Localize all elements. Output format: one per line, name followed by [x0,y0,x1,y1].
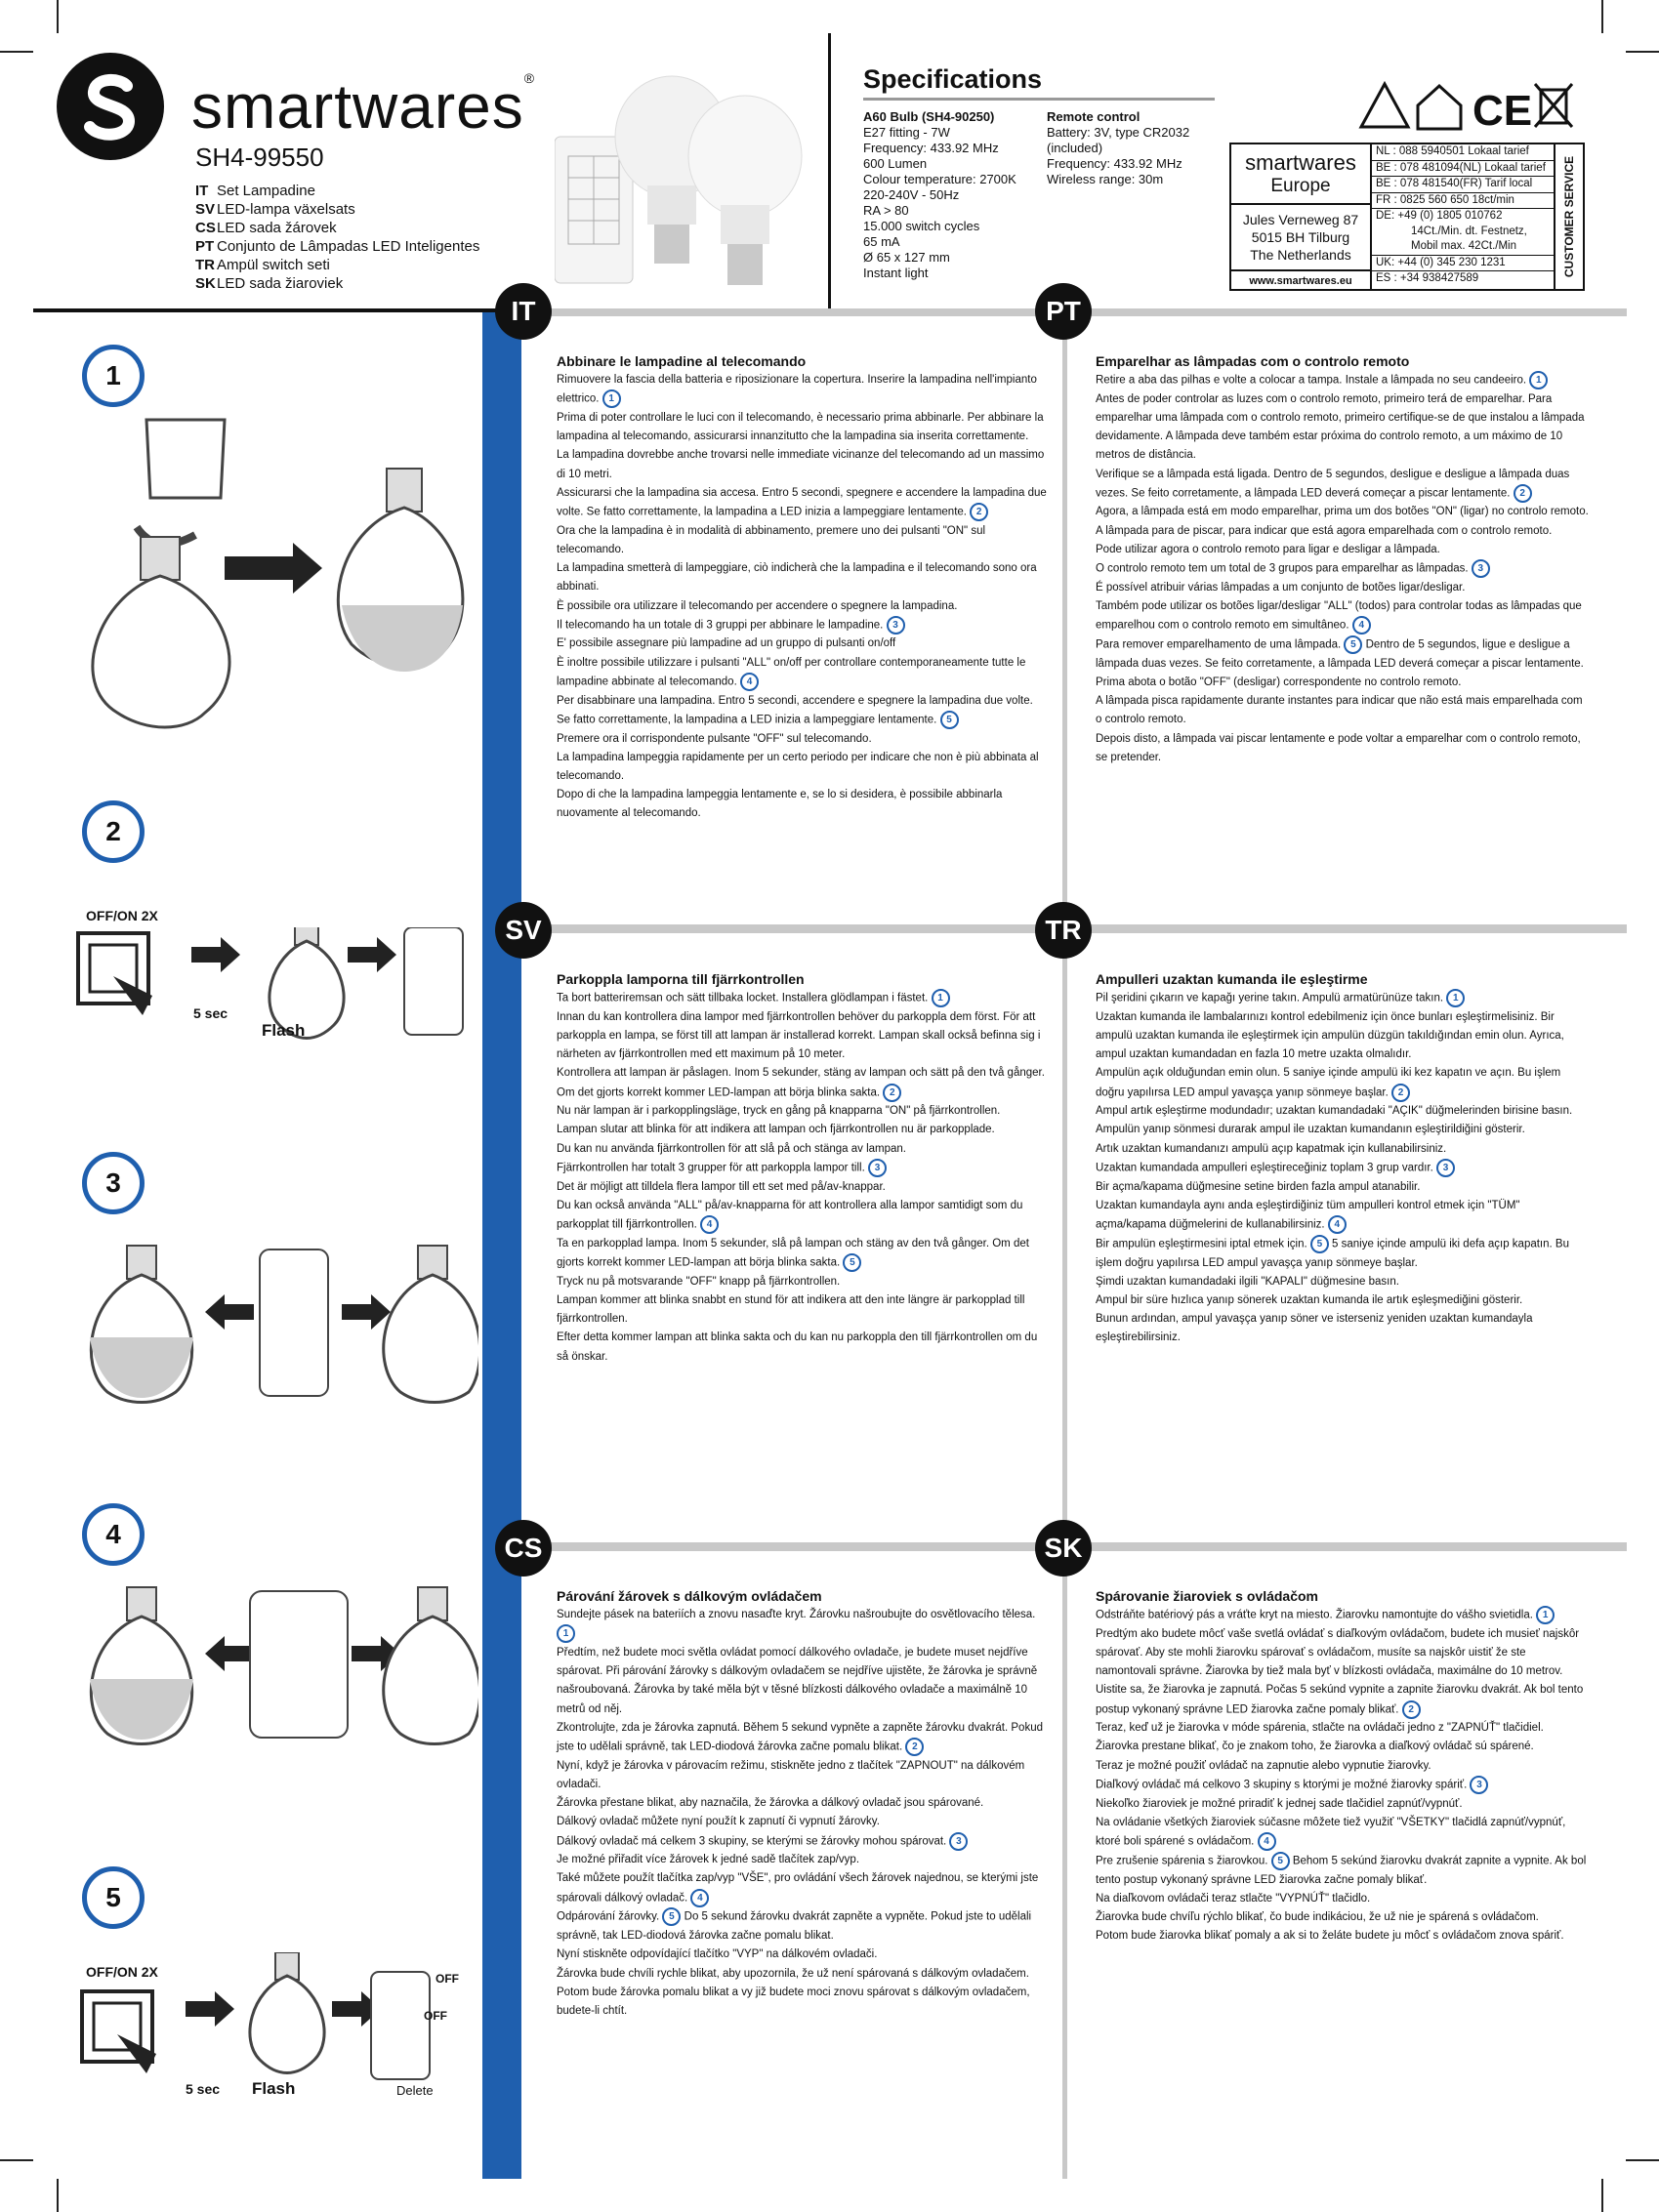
paragraph: È inoltre possibile utilizzare i pulsanti "ALL" on/off per controllare contemporaneamente tutte le lampadine abbinate al telecomando. 4 [557,654,1050,692]
paragraph: Ampulün açık olduğundan emin olun. 5 saniye içinde ampulü iki kez kapatın ve açın. Bu işlem doğru yapılırsa LED ampul yavaşça yanıp sönmeye başlar. 2 [1096,1064,1589,1102]
customer-service-label: CUSTOMER SERVICE [1554,144,1583,289]
model-number: SH4-99550 [195,143,324,172]
off-label: OFF [424,2009,447,2023]
paragraph: Dálkový ovladač můžete nyní použít k zapnutí či vypnutí žárovky. [557,1816,880,1828]
section-title-it: Abbinare le lampadine al telecomando [557,353,807,369]
paragraph: Verifique se a lâmpada está ligada. Dentro de 5 segundos, desligue e desligue a lâmpada duas vezes. Se feito corretamente, a lâmpada LED deverá começar a piscar lentamente. 2 [1096,466,1589,504]
paragraph: Diaľkový ovládač má celkovo 3 skupiny s ktorými je možné žiarovky spáriť. 3 [1096,1776,1589,1795]
paragraph: Ampul artık eşleştirme modundadır; uzaktan kumandadaki "AÇIK" düğmelerinden birisine basın. [1096,1105,1573,1118]
paragraph: Odstráňte batériový pás a vráťte kryt na miesto. Žiarovku namontujte do vášho svietidla. 1 [1096,1606,1589,1625]
paragraph: Nu när lampan är i parkopplingsläge, tryck en gång på knapparna "ON" på fjärrkontrollen. [557,1105,1001,1118]
paragraph: Também pode utilizar os botões ligar/desligar "ALL" (todos) para controlar todas as lâmpadas que emparelhou com o controlo remoto em simultâneo. 4 [1096,597,1589,635]
brand-name: smartwares® [191,70,536,142]
specs-rule [863,98,1215,101]
step-ref-icon: 1 [1536,1606,1555,1624]
paragraph: Pre zrušenie spárenia s žiarovkou. 5 Behom 5 sekúnd žiarovku dvakrát zapnite a vypnite. Ak bol tento postup vykonaný správne LED žiarovka začne pomaly blikať. [1096,1852,1589,1890]
step-ref-icon: 5 [843,1253,861,1272]
svg-text:CE: CE [1472,87,1533,133]
paragraph: Efter detta kommer lampan att blinka sakta och du kan nu parkoppla den till fjärrkontrollen om du så önskar. [557,1331,1038,1363]
step-ref-icon: 3 [1472,559,1490,578]
paragraph: Na ovládanie všetkých žiaroviek súčasne môžete tiež využiť "VŠETKY" tlačidlá zapnúť/vypnúť, ktoré boli spárené s ovládačom. 4 [1096,1814,1589,1852]
lang-badge-pt: PT [1035,283,1092,340]
step-ref-icon: 1 [557,1624,575,1643]
section-title-tr: Ampulleri uzaktan kumanda ile eşleştirme [1096,971,1368,987]
step-ref-icon: 2 [1514,484,1532,503]
step-ref-icon: 1 [1529,371,1548,389]
paragraph: Antes de poder controlar as luzes com o controlo remoto, primeiro terá de emparelhar. Para emparelhar uma lâmpada com o controlo remoto, primeiro certifique-se de que instalou a lâmpada devidamente. A lâmpada deve também estar próxima do controlo remoto, a um máximo de 10 metros de distância. [1096,392,1585,462]
language-item: PT Conjunto de Lâmpadas LED Inteligentes [195,238,480,255]
paragraph: Agora, a lâmpada está em modo emparelhar, prima um dos botões "ON" (ligar) no controlo remoto. [1096,506,1589,518]
step-ref-icon: 2 [905,1738,924,1756]
off-label: OFF [435,1972,459,1986]
paragraph: Fjärrkontrollen har totalt 3 grupper för att parkoppla lampor till. 3 [557,1159,1050,1178]
step-ref-icon: 2 [1402,1700,1421,1719]
crop-mark [1601,0,1603,33]
section-body-pt [1096,371,1589,767]
paragraph: Odpárování žárovky. 5 Do 5 sekund žárovku dvakrát zapněte a vypněte. Pokud jste to udělali správně, tak LED-diodová žárovka začne pomalu blikat. [557,1907,1050,1946]
flash-label: Flash [262,1021,306,1040]
step-3-badge: 3 [82,1152,145,1214]
paragraph: O controlo remoto tem um total de 3 grupos para emparelhar as lâmpadas. 3 [1096,559,1589,579]
remote-specs: Remote control Battery: 3V, type CR2032 (included) Frequency: 433.92 MHz Wireless range: 30m [1047,109,1190,186]
step-ref-icon: 4 [1352,616,1371,635]
seconds-label: 5 sec [193,1005,228,1021]
step-ref-icon: 4 [740,673,759,691]
paragraph: Ampulün yanıp sönmesi durarak ampul ile uzaktan kumandanın eşleştirildiğini gösterir. [1096,1124,1525,1136]
paragraph: Lampan kommer att blinka snabbt en stund för att indikera att den inte längre är parkopplad till fjärrkontrollen. [557,1293,1025,1326]
paragraph: Je možné přiřadit více žárovek k jedné sadě tlačítek zap/vyp. [557,1854,860,1866]
paragraph: Para remover emparelhamento de uma lâmpada. 5 Dentro de 5 segundos, ligue e desligue a lâmpada duas vezes. Se feito corretamente, a lâmpada LED deverá começar a piscar lentamente. [1096,635,1589,674]
switch-label: OFF/ON 2X [86,1964,158,1980]
crop-mark [0,2159,33,2161]
paragraph: Bunun ardından, ampul yavaşça yanıp söner ve isterseniz yeniden uzaktan kumandayla eşleştirebilirsiniz. [1096,1313,1533,1344]
crop-mark [1626,2159,1659,2161]
paragraph: Premere ora il corrispondente pulsante "OFF" sul telecomando. [557,732,872,745]
paragraph: Uzaktan kumandada ampulleri eşleştireceğiniz toplam 3 grup vardır. 3 [1096,1159,1589,1178]
section-body-tr [1096,989,1589,1348]
paragraph: Ta bort batteriremsan och sätt tillbaka locket. Installera glödlampan i fästet. 1 [557,989,1050,1008]
paragraph: Pil şeridini çıkarın ve kapağı yerine takın. Ampulü armatürünüze takın. 1 [1096,989,1589,1008]
paragraph: A lâmpada pisca rapidamente durante instantes para indicar que não está mais emparelhada com o controlo remoto. [1096,695,1583,726]
paragraph: Niekoľko žiaroviek je možné priradiť k jednej sade tlačidiel zapnúť/vypnúť. [1096,1797,1463,1810]
customer-service-address: smartwares Europe Jules Verneweg 87 5015 BH Tilburg The Netherlands www.smartwares.eu [1231,144,1372,289]
step-ref-icon: 5 [1310,1235,1329,1253]
section-title-sk: Spárovanie žiaroviek s ovládačom [1096,1588,1318,1604]
step-ref-icon: 4 [1258,1832,1276,1851]
section-title-pt: Emparelhar as lâmpadas com o controlo remoto [1096,353,1410,369]
paragraph: Předtím, než budete moci světla ovládat pomocí dálkového ovladače, je budete muset nejdříve spárovat. Při párování žárovky s dálkovým ovladačem se nejdříve ujistěte, že žárovka je správně našroubovaná. Žárovka by také měla být v těsné blízkosti dálkového ovladače a maximálně 10 metrů od něj. [557,1646,1038,1715]
step-4-illustration [68,1581,478,1757]
paragraph: A lâmpada para de piscar, para indicar que está agora emparelhada com o controlo remoto. [1096,524,1553,537]
paragraph: Kontrollera att lampan är påslagen. Inom 5 sekunder, stäng av lampan och sätt på den två gånger. Om det gjorts korrekt kommer LED-lampan att börja blinka sakta. 2 [557,1064,1050,1102]
seconds-label: 5 sec [186,2081,221,2097]
paragraph: Lampan slutar att blinka för att indikera att lampan och fjärrkontrollen nu är parkopplade. [557,1124,995,1136]
paragraph: Na diaľkovom ovládači teraz stlačte "VYPNÚŤ" tlačidlo. [1096,1892,1371,1905]
paragraph: La lampadina dovrebbe anche trovarsi nelle immediate vicinanze del telecomando ad un massimo di 10 metri. [557,449,1045,480]
paragraph: Prima abota o botão "OFF" (desligar) correspondente no controlo remoto. [1096,676,1462,688]
paragraph: Prima di poter controllare le luci con il telecomando, è necessario prima abbinarle. Per abbinare la lampadina al telecomando, assicurarsi innanzitutto che la lampadina sia inserita correttamente. [557,411,1044,443]
paragraph: La lampadina lampeggia rapidamente per un certo periodo per indicare che non è più abbinata al telecomando. [557,751,1039,782]
bulb-specs: A60 Bulb (SH4-90250) E27 fitting - 7W Frequency: 433.92 MHz 600 Lumen Colour temperature: 2700K 220-240V - 50Hz RA > 80 15.000 switch cycles 65 mA Ø 65 x 127 mm Instant light [863,109,1016,280]
step-5-illustration [74,1952,484,2089]
paragraph: Žiarovka prestane blikať, čo je znakom toho, že žiarovka a diaľkový ovládač sú spárené. [1096,1741,1534,1753]
section-body-cs [557,1606,1050,2021]
language-item: SKLED sada žiaroviek [195,275,344,292]
section-body-it [557,371,1050,824]
step-2-badge: 2 [82,800,145,863]
paragraph: Rimuovere la fascia della batteria e riposizionare la copertura. Inserire la lampadina nell'impianto elettrico. 1 [557,371,1050,409]
section-title-cs: Párování žárovek s dálkovým ovládačem [557,1588,822,1604]
step-ref-icon: 3 [1470,1776,1488,1794]
customer-service-box [1229,143,1585,291]
paragraph: Potom bude žárovka pomalu blikat a vy již budete moci znovu spárovat s dálkovým ovladačem, budete-li chtít. [557,1986,1030,2017]
language-list [195,182,479,293]
paragraph: Potom bude žiarovka blikať pomaly a ak si to želáte budete ju môcť s ovládačom znova spáriť. [1096,1930,1564,1943]
paragraph: Assicurarsi che la lampadina sia accesa. Entro 5 secondi, spegnere e accendere la lampadina due volte. Se fatto correttamente, la lampadina a LED inizia a lampeggiare lentamente. 2 [557,484,1050,522]
paragraph: Teraz, keď už je žiarovka v móde spárenia, stlačte na ovládači jedno z "ZAPNÚŤ" tlačidiel. [1096,1722,1544,1735]
specs-title: Specifications [863,64,1043,94]
paragraph: Predtým ako budete môcť vaše svetlá ovládať s diaľkovým ovládačom, budete ich musieť najskôr spárovať. Aby ste mohli žiarovku spárovať s ovládačom, musíte sa najskôr uistiť že ste namontovali správne. Žiarovka by tiež mala byť v blízkosti ovládača, maximálne do 10 metrov. [1096,1627,1580,1678]
paragraph: Sundejte pásek na bateriích a znovu nasaďte kryt. Žárovku našroubujte do osvětlovacího tělesa. 1 [557,1606,1050,1644]
paragraph: È possibile ora utilizzare il telecomando per accendere o spegnere la lampadina. [557,599,958,612]
crop-mark [1601,2179,1603,2212]
paragraph: Dálkový ovladač má celkem 3 skupiny, se kterými se žárovky mohou spárovat. 3 [557,1832,1050,1852]
paragraph: Dopo di che la lampadina lampeggia lentamente e, se lo si desidera, è possibile abbinarla nuovamente al telecomando. [557,789,1003,820]
crop-mark [57,2179,59,2212]
delete-label: Delete [396,2083,434,2098]
product-image [555,59,809,303]
grey-divider [1062,312,1067,2179]
paragraph: Artık uzaktan kumandanızı ampulü açıp kapatmak için kullanabilirsiniz. [1096,1142,1447,1155]
language-item: CSLED sada žárovek [195,220,337,236]
paragraph: Žárovka přestane blikat, aby naznačila, že žárovka a dálkový ovladač jsou spárované. [557,1797,984,1810]
paragraph: Uistite sa, že žiarovka je zapnutá. Počas 5 sekúnd vypnite a zapnite žiarovku dvakrát. Ak bol tento postup vykonaný správne LED žiarovka začne pomaly blikať. 2 [1096,1681,1589,1719]
step-ref-icon: 4 [690,1889,709,1907]
header-divider [828,33,831,308]
paragraph: Nyní, když je žárovka v párovacím režimu, stiskněte jedno z tlačítek "ZAPNOUT" na dálkovém ovladači. [557,1759,1025,1790]
lang-badge-sv: SV [495,902,552,959]
step-1-badge: 1 [82,345,145,407]
paragraph: Ampul bir süre hızlıca yanıp sönerek uzaktan kumanda ile artık eşleşmediğini gösterir. [1096,1293,1523,1306]
paragraph: E' possibile assegnare più lampadine ad un gruppo di pulsanti on/off [557,637,896,650]
section-body-sv [557,989,1050,1367]
paragraph: Il telecomando ha un totale di 3 gruppi per abbinare le lampadine. 3 [557,616,1050,635]
paragraph: É possível atribuir várias lâmpadas a um conjunto de botões ligar/desligar. [1096,581,1466,594]
brand-logo-icon [57,53,164,160]
step-ref-icon: 1 [602,389,621,408]
section-body-sk [1096,1606,1589,1946]
flash-label: Flash [252,2079,296,2098]
paragraph: Také můžete použít tlačítka zap/vyp "VŠE", pro ovládání všech žárovek najednou, se kterými jste spárovali dálkový ovladač. 4 [557,1869,1050,1907]
switch-label: OFF/ON 2X [86,908,158,923]
section-title-sv: Parkoppla lamporna till fjärrkontrollen [557,971,805,987]
step-ref-icon: 5 [1344,635,1362,654]
certification-icons [1357,76,1582,133]
paragraph: Per disabbinare una lampadina. Entro 5 secondi, accendere e spegnere la lampadina due volte. Se fatto correttamente, la lampadina a LED inizia a lampeggiare lentamente. 5 [557,692,1050,730]
paragraph: Bir ampulün eşleştirmesini iptal etmek için. 5 5 saniye içinde ampulü iki defa açıp kapatın. Bu işlem doğru yapılırsa LED ampul yavaşça yanıp sönmeye başlar. [1096,1235,1589,1273]
step-ref-icon: 5 [1271,1852,1290,1870]
language-item: IT Set Lampadine [195,183,315,199]
step-ref-icon: 1 [1446,989,1465,1007]
lang-badge-tr: TR [1035,902,1092,959]
paragraph: Şimdi uzaktan kumandadaki ilgili "KAPALI" düğmesine basın. [1096,1275,1399,1288]
step-ref-icon: 4 [700,1215,719,1234]
step-ref-icon: 2 [970,503,988,521]
language-item: TR Ampül switch seti [195,257,330,273]
blue-divider [482,312,521,2179]
step-3-illustration [68,1240,478,1415]
lang-badge-it: IT [495,283,552,340]
step-ref-icon: 3 [868,1159,887,1177]
paragraph: Du kan nu använda fjärrkontrollen för att slå på och stänga av lampan. [557,1142,906,1155]
lang-badge-cs: CS [495,1520,552,1577]
step-ref-icon: 3 [949,1832,968,1851]
step-ref-icon: 3 [1436,1159,1455,1177]
step-5-badge: 5 [82,1866,145,1929]
paragraph: Bir açma/kapama düğmesine setine birden fazla ampul atanabilir. [1096,1180,1421,1193]
paragraph: Innan du kan kontrollera dina lampor med fjärrkontrollen behöver du parkoppla dem först. För att parkoppla en lampa, se först till att lampan är installerad korrekt. Lampan skall också befinna sig i närheten av fjärrkontrollen med ett maximum på 10 meter. [557,1010,1041,1061]
step-ref-icon: 2 [1391,1084,1410,1102]
paragraph: Teraz je možné použiť ovládač na zapnutie alebo vypnutie žiarovky. [1096,1759,1431,1772]
step-4-badge: 4 [82,1503,145,1566]
paragraph: Pode utilizar agora o controlo remoto para ligar e desligar a lâmpada. [1096,543,1440,555]
step-ref-icon: 4 [1328,1215,1347,1234]
language-item: SV LED-lampa växelsats [195,201,355,218]
paragraph: La lampadina smetterà di lampeggiare, ciò indicherà che la lampadina e il telecomando sono ora abbinati. [557,562,1037,594]
step-ref-icon: 1 [932,989,950,1007]
paragraph: Žiarovka bude chvíľu rýchlo blikať, čo bude indikáciou, že už nie je spárená s ovládačom. [1096,1910,1539,1923]
paragraph: Zkontrolujte, zda je žárovka zapnutá. Během 5 sekund vypněte a zapněte žárovku dvakrát. Pokud jste to udělali správně, tak LED-diodová žárovka začne pomalu blikat. 2 [557,1719,1050,1757]
paragraph: Depois disto, a lâmpada vai piscar lentamente e pode voltar a emparelhar com o controlo remoto, se pretender. [1096,732,1581,763]
step-ref-icon: 5 [940,711,959,729]
paragraph: Tryck nu på motsvarande "OFF" knapp på fjärrkontrollen. [557,1275,841,1288]
crop-mark [57,0,59,33]
step-ref-icon: 3 [887,616,905,635]
paragraph: Det är möjligt att tilldela flera lampor till ett set med på/av-knappar. [557,1180,886,1193]
step-ref-icon: 2 [883,1084,901,1102]
crop-mark [1626,51,1659,53]
step-ref-icon: 5 [662,1907,681,1926]
lang-badge-sk: SK [1035,1520,1092,1577]
paragraph: Du kan också använda "ALL" på/av-knapparna för att kontrollera alla lampor samtidigt som du parkopplat till fjärrkontrollen. 4 [557,1197,1050,1235]
crop-mark [0,51,33,53]
paragraph: Retire a aba das pilhas e volte a colocar a tampa. Instale a lâmpada no seu candeeiro. 1 [1096,371,1589,390]
step-1-illustration [59,410,469,732]
paragraph: Ta en parkopplad lampa. Inom 5 sekunder, slå på lampan och stäng av den två gånger. Om det gjorts korrekt kommer LED-lampan att börja blinka sakta. 5 [557,1235,1050,1273]
paragraph: Uzaktan kumanda ile lambalarınızı kontrol edebilmeniz için önce bunları eşleştirmelisiniz. Bir ampulü uzaktan kumanda ile eşleştirmek için ampulün düzgün takıldığından emin olun. Ayrıca, ampul uzaktan kumandadan en fazla 10 metre uzakta olmalıdır. [1096,1010,1564,1061]
paragraph: Uzaktan kumandayla aynı anda eşleştirdiğiniz tüm ampulleri kontrol etmek için "TÜM" açma/kapama düğmelerini de kullanabilirsiniz. 4 [1096,1197,1589,1235]
customer-service-phones: NL : 088 5940501 Lokaal tarief BE : 078 481094(NL) Lokaal tarief BE : 078 481540(FR) Tarif local FR : 0825 560 650 18ct/min DE: +49 (0) 1805 010762 14Ct./Min. dt. Festnetz, Mobil max. 42Ct./Min UK: +44 (0) 345 230 1231 ES : +34 938427589 [1372,144,1554,287]
paragraph: Ora che la lampadina è in modalità di abbinamento, premere uno dei pulsanti "ON" sul telecomando. [557,524,986,555]
paragraph: Žárovka bude chvíli rychle blikat, aby upozornila, že už není spárovaná s dálkovým ovladačem. [557,1967,1029,1980]
paragraph: Nyní stiskněte odpovídající tlačítko "VYP" na dálkovém ovladači. [557,1948,878,1961]
